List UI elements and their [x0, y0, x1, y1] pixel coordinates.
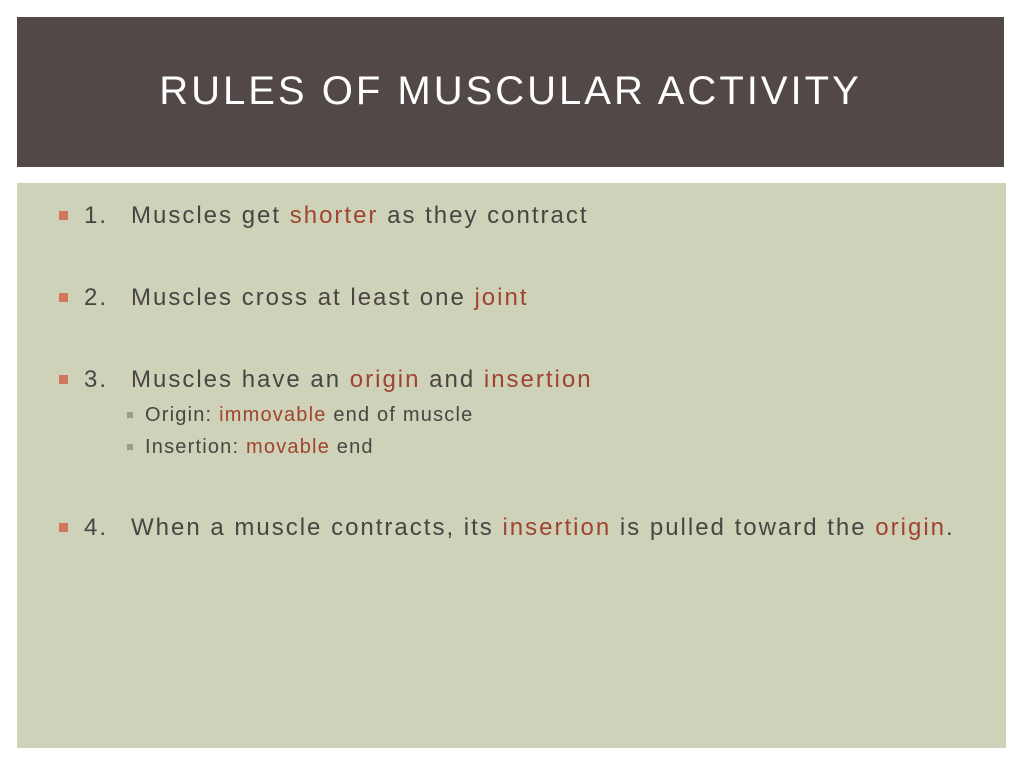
sub-item-text-post: end of muscle	[326, 404, 474, 426]
bullet-icon	[59, 211, 68, 220]
bullet-icon	[59, 293, 68, 302]
item-text-pre: When a muscle contracts, its	[131, 514, 503, 541]
list-item-text	[84, 281, 976, 315]
item-text-post: .	[946, 514, 955, 541]
slide-title: RULES OF MUSCULAR ACTIVITY	[159, 68, 862, 113]
sub-item-text-pre: Insertion:	[145, 436, 247, 458]
item-text-mid: as they contract	[378, 202, 589, 229]
item-text-mid: is pulled toward the	[611, 514, 876, 541]
highlight-word: origin	[875, 514, 946, 541]
list-item-text	[84, 363, 976, 397]
highlight-word: immovable	[219, 404, 327, 426]
sub-bullet-icon	[127, 412, 133, 418]
sub-item-text-post: end	[330, 436, 374, 458]
title-bar	[17, 17, 1004, 167]
highlight-word: shorter	[289, 202, 379, 229]
item-text-pre: Muscles get	[131, 202, 290, 229]
item-text-pre: Muscles have an	[131, 366, 350, 393]
item-text-mid: and	[420, 366, 484, 393]
sub-item-text-pre: Origin:	[145, 404, 220, 426]
highlight-word: origin	[349, 366, 421, 393]
highlight-word: insertion	[483, 366, 593, 393]
sub-list-item-1	[145, 401, 473, 429]
item-number: 1.	[84, 202, 109, 229]
bullet-icon	[59, 375, 68, 384]
item-number: 2.	[84, 284, 109, 311]
item-text-pre: Muscles cross at least one	[131, 284, 475, 311]
item-number: 4.	[84, 514, 109, 541]
highlight-word: joint	[474, 284, 529, 311]
highlight-word: insertion	[502, 514, 612, 541]
content-panel	[17, 183, 1006, 748]
list-item-text	[84, 199, 976, 233]
sub-list-item-2	[145, 433, 374, 461]
highlight-word: movable	[246, 436, 331, 458]
bullet-icon	[59, 523, 68, 532]
item-number: 3.	[84, 366, 109, 393]
sub-bullet-icon	[127, 444, 133, 450]
list-item-text	[84, 511, 976, 545]
